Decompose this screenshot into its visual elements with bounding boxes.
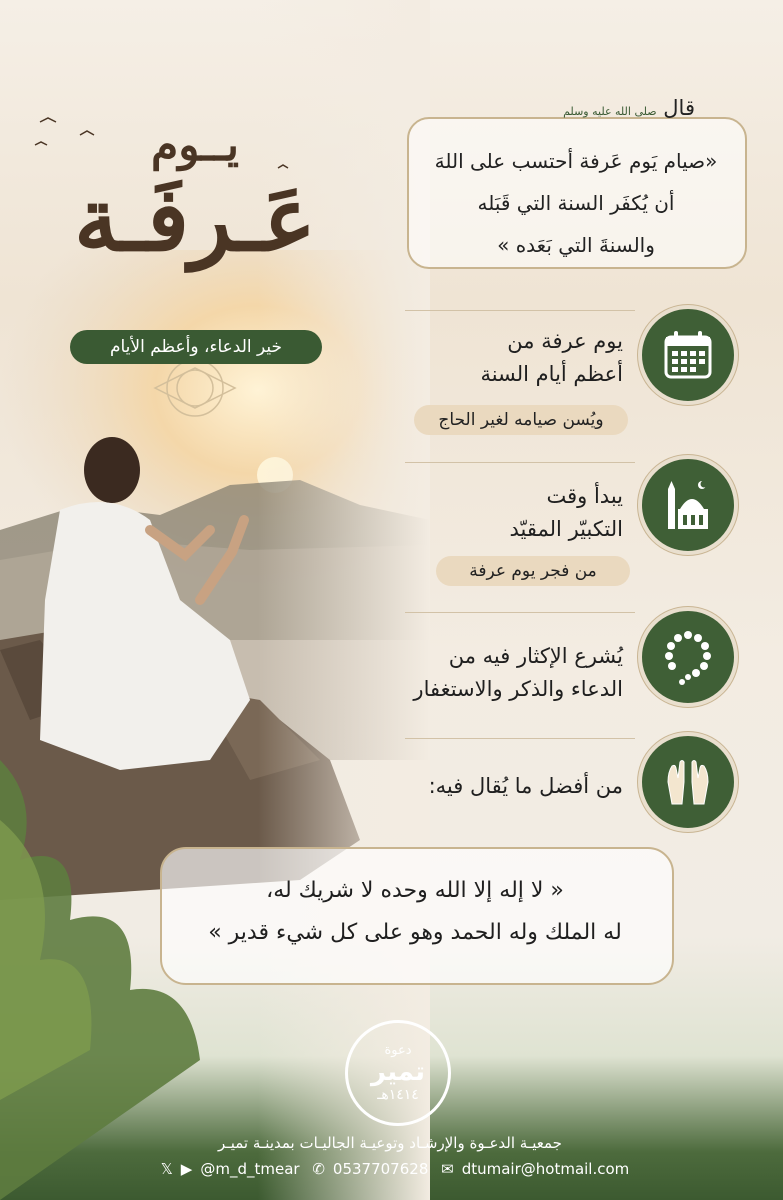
calendar-icon — [638, 305, 738, 405]
dhikr-text — [175, 870, 655, 954]
email-link[interactable]: dtumair@hotmail.com — [461, 1160, 630, 1178]
social-handle-link[interactable]: @m_d_tmear — [200, 1160, 300, 1178]
tagline-badge: خير الدعاء، وأعظم الأيام — [70, 330, 322, 364]
card-line: أعظم أيام السنة — [480, 362, 623, 386]
card-line: من أفضل ما يُقال فيه: — [428, 774, 623, 798]
hadith-label — [559, 96, 695, 120]
card-title — [429, 770, 623, 803]
hadith-text — [420, 140, 732, 266]
divider — [405, 612, 635, 613]
organization-logo — [345, 1020, 451, 1126]
contact-bar — [150, 1160, 640, 1178]
hadith-line: «صيام يَوم عَرفة أحتسب على اللهَ — [434, 149, 718, 173]
x-icon: 𝕏 — [160, 1160, 173, 1178]
logo-main-text: تمير — [371, 1057, 425, 1088]
email-icon: ✉ — [441, 1160, 454, 1178]
dhikr-line: « لا إله إلا الله وحده لا شريك له، — [266, 878, 564, 903]
mosque-icon — [638, 455, 738, 555]
hadith-line: أن يُكفَر السنة التي قَبَله — [477, 191, 675, 215]
praying-hands-icon — [638, 732, 738, 832]
title-day: يــوم — [151, 120, 239, 171]
card-title — [480, 325, 623, 391]
title-arafah: عَـرفَـة — [74, 167, 316, 271]
whatsapp-icon: ✆ — [312, 1160, 325, 1178]
card-title — [510, 480, 623, 546]
phone-link[interactable]: 0537707628 — [332, 1160, 429, 1178]
dhikr-line: له الملك وله الحمد وهو على كل شيء قدير » — [208, 920, 622, 945]
divider — [405, 462, 635, 463]
card-pill: ويُسن صيامه لغير الحاج — [414, 405, 628, 435]
logo-year-text: ١٤١٤هـ — [377, 1086, 419, 1103]
youtube-icon: ▶ — [180, 1160, 193, 1178]
card-line: يوم عرفة من — [507, 329, 623, 353]
card-title — [413, 640, 623, 706]
card-line: يُشرع الإكثار فيه من — [448, 644, 623, 668]
card-line: التكبيّر المقيّد — [509, 517, 623, 541]
hadith-line: والسنةَ التي بَعَده » — [497, 233, 655, 257]
hadith-label-text: قال — [663, 96, 695, 120]
card-pill: من فجر يوم عرفة — [436, 556, 630, 586]
prayer-beads-icon — [638, 607, 738, 707]
card-line: الدعاء والذكر والاستغفار — [413, 677, 623, 701]
card-line: يبدأ وقت — [546, 484, 623, 508]
logo-top-text: دعوة — [384, 1043, 412, 1059]
honorific-calligraphy: صلى الله عليه وسلم — [563, 105, 657, 118]
organization-name: جمعيـة الدعـوة والإرشـاد وتوعيـة الجاليـات بمدينـة تميـر — [218, 1134, 562, 1152]
divider — [405, 310, 635, 311]
divider — [405, 738, 635, 739]
